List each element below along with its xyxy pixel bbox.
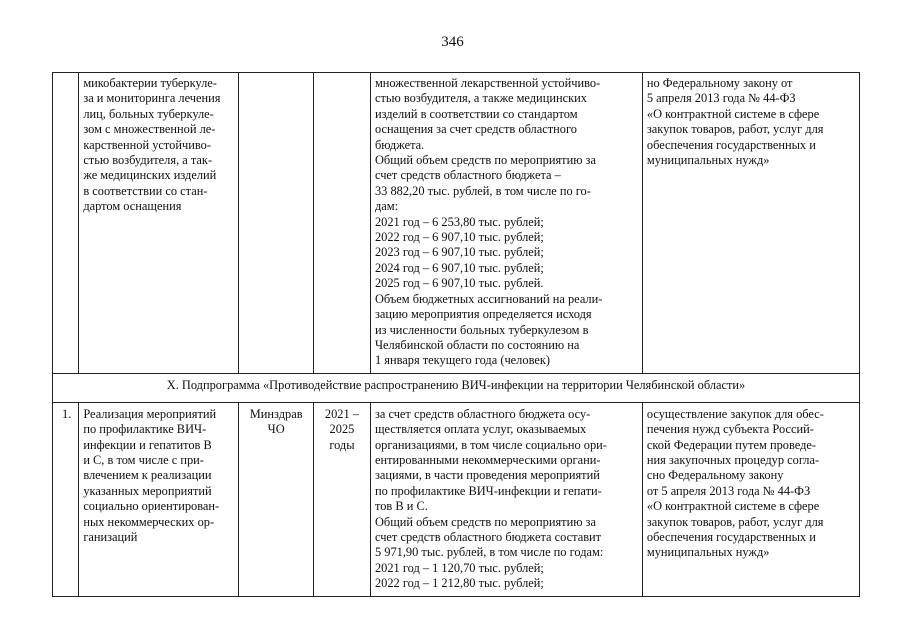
table-row-1 xyxy=(53,402,860,596)
text-line: 33 882,20 тыс. рублей, в том числе по го- xyxy=(374,183,591,198)
text-line: лиц, больных туберкуле- xyxy=(83,106,214,121)
text-line: указанных мероприятий xyxy=(83,483,212,498)
text-line: 2023 год – 6 907,10 тыс. рублей; xyxy=(374,245,544,260)
text-line: 2022 год – 1 212,80 тыс. рублей; xyxy=(374,576,544,591)
text-line: ных некоммерческих ор- xyxy=(83,514,215,529)
cell-executor xyxy=(239,73,314,374)
text-line: оснащения за счет средств областного xyxy=(374,122,577,137)
cell-number xyxy=(53,73,79,374)
text-line: но Федеральному закону от xyxy=(646,76,793,90)
text-line: обеспечения государственных и xyxy=(646,137,816,152)
text-line: ния закупочных процедур согла- xyxy=(646,452,820,467)
cell-funding xyxy=(370,402,642,596)
text-line: ганизаций xyxy=(83,529,138,544)
text-line: ской Федерации путем проведе- xyxy=(646,437,817,452)
cell-measure-name xyxy=(79,402,239,596)
text-line: карственной устойчиво- xyxy=(83,137,211,152)
text-line: 2022 год – 6 907,10 тыс. рублей; xyxy=(374,230,544,245)
table-row-continued xyxy=(53,73,860,374)
text-line: бюджета. xyxy=(374,137,425,152)
cell-period xyxy=(313,73,370,374)
text-line: 1 января текущего года (человек) xyxy=(374,353,550,368)
text-line: 5 971,90 тыс. рублей, в том числе по годам: xyxy=(374,545,604,560)
text-line: 2021 год – 6 253,80 тыс. рублей; xyxy=(374,214,544,229)
text-line: по профилактике ВИЧ- xyxy=(83,422,207,437)
text-line: ентированными некоммерческими органи- xyxy=(374,452,601,467)
text-line: осуществление закупок для обес- xyxy=(646,406,824,421)
text-line: зациями, в части проведения мероприятий xyxy=(374,468,600,483)
cell-method xyxy=(642,402,859,596)
cell-executor: Минздрав ЧО xyxy=(239,402,314,596)
text-line: 2025 xyxy=(329,422,355,437)
text-line: множественной лекарственной устойчиво- xyxy=(374,76,601,90)
text-line: счет средств областного бюджета составит xyxy=(374,529,602,544)
cell-funding xyxy=(370,73,642,374)
text-line: дам: xyxy=(374,199,399,214)
measures-table xyxy=(52,72,860,597)
text-line: закупок товаров, работ, услуг для xyxy=(646,122,824,137)
text-line: влечением к реализации xyxy=(83,468,212,483)
subprogram-heading: X. Подпрограмма «Противодействие распространению ВИЧ-инфекции на территории Челябинской области» xyxy=(53,373,860,402)
text-line: дартом оснащения xyxy=(83,199,182,214)
cell-period xyxy=(313,402,370,596)
text-line: Челябинской области по состоянию на xyxy=(374,337,580,352)
text-line: печения нужд субъекта Россий- xyxy=(646,422,814,437)
text-line: Объем бюджетных ассигнований на реали- xyxy=(374,291,603,306)
text-line: обеспечения государственных и xyxy=(646,529,816,544)
text-line: 2025 год – 6 907,10 тыс. рублей. xyxy=(374,276,544,291)
cell-method xyxy=(642,73,859,374)
text-line: «О контрактной системе в сфере xyxy=(646,106,820,121)
text-line: стью возбудителя, а также медицинских xyxy=(374,91,587,106)
text-line: же медицинских изделий xyxy=(83,168,217,183)
text-line: зацию мероприятия определяется исходя xyxy=(374,307,592,322)
text-line: стью возбудителя, а так- xyxy=(83,153,213,168)
cell-measure-name xyxy=(79,73,239,374)
text-line: ществляется оплата услуг, оказываемых xyxy=(374,422,587,437)
text-line: микобактерии туберкуле- xyxy=(83,76,217,90)
text-line: годы xyxy=(329,437,355,452)
text-line: и С, в том числе с при- xyxy=(83,452,204,467)
text-line: муниципальных нужд» xyxy=(646,545,770,560)
text-line: 2021 год – 1 120,70 тыс. рублей; xyxy=(374,560,544,575)
text-line: от 5 апреля 2013 года № 44-ФЗ xyxy=(646,483,811,498)
text-line: в соответствии со стан- xyxy=(83,183,208,198)
text-line: закупок товаров, работ, услуг для xyxy=(646,514,824,529)
text-line: 2024 год – 6 907,10 тыс. рублей; xyxy=(374,260,544,275)
text-line: зом с множественной ле- xyxy=(83,122,216,137)
page-number: 346 xyxy=(441,34,464,50)
text-line: 2021 – xyxy=(324,406,359,421)
text-line: Общий объем средств по мероприятию за xyxy=(374,153,596,168)
text-line: муниципальных нужд» xyxy=(646,153,770,168)
text-line: «О контрактной системе в сфере xyxy=(646,499,820,514)
text-line: изделий в соответствии со стандартом xyxy=(374,106,578,121)
text-line: за счет средств областного бюджета осу- xyxy=(374,406,591,421)
cell-number: 1. xyxy=(53,402,79,596)
text-line: социально ориентирован- xyxy=(83,499,220,514)
text-line: за и мониторинга лечения xyxy=(83,91,221,106)
subprogram-heading-row xyxy=(53,373,860,402)
text-line: по профилактике ВИЧ-инфекции и гепати- xyxy=(374,483,602,498)
text-line: сно Федеральному закону xyxy=(646,468,784,483)
text-line: Реализация мероприятий xyxy=(83,406,217,421)
text-line: тов В и С. xyxy=(374,499,428,514)
text-line: Общий объем средств по мероприятию за xyxy=(374,514,596,529)
text-line: из численности больных туберкулезом в xyxy=(374,322,589,337)
text-line: счет средств областного бюджета – xyxy=(374,168,561,183)
text-line: 5 апреля 2013 года № 44-ФЗ xyxy=(646,91,796,106)
text-line: организациями, в том числе социально ори- xyxy=(374,437,607,452)
text-line: инфекции и гепатитов В xyxy=(83,437,212,452)
